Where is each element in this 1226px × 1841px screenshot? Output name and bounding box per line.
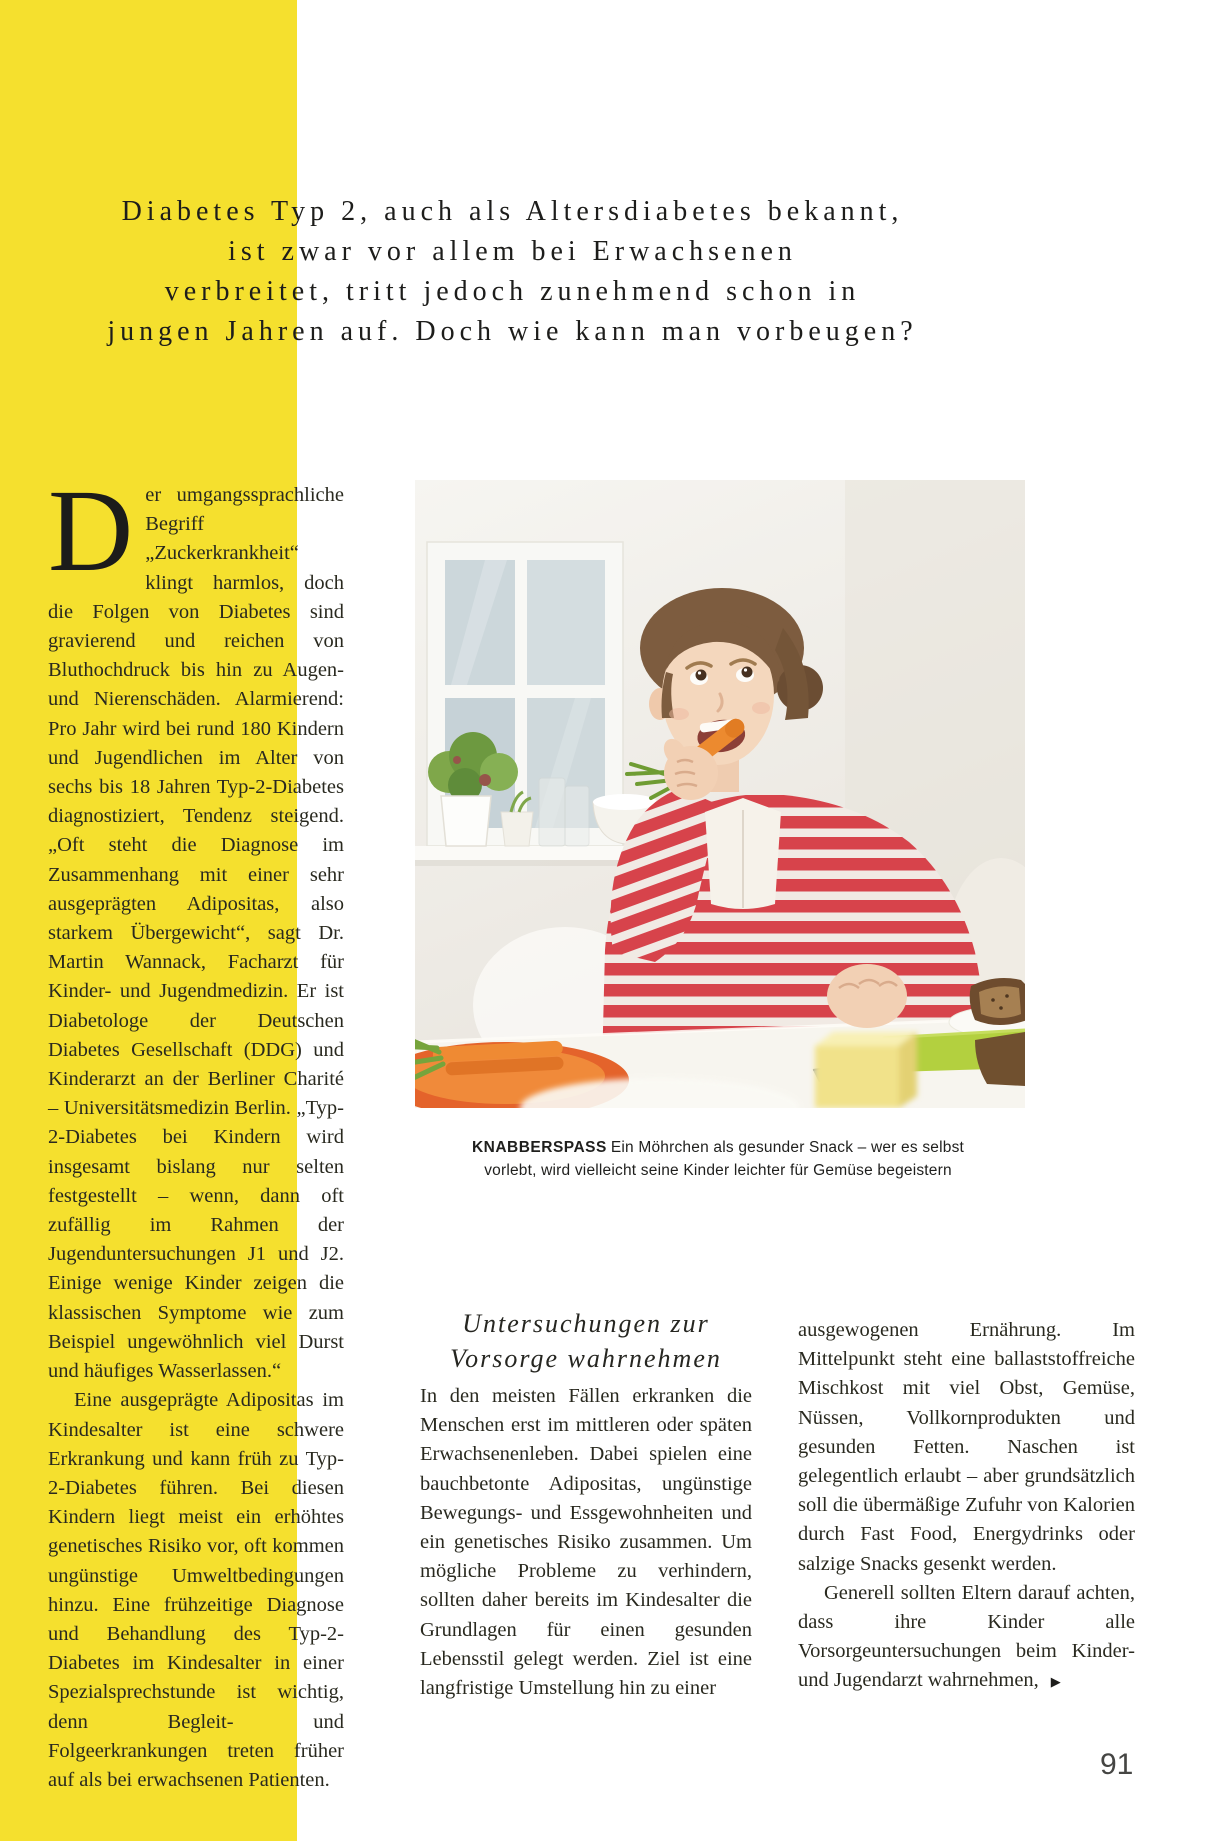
bread-crumb (979, 986, 1021, 1018)
body-column-right (798, 1316, 1135, 1697)
small-pot (501, 812, 533, 846)
photo-caption (418, 1136, 1018, 1182)
headline-line: jungen Jahren auf. Doch wie kann man vorbeugen? (107, 316, 918, 347)
headline-line: ist zwar vor allem bei Erwachsenen (228, 236, 797, 267)
headline-line: Diabetes Typ 2, auch als Altersdiabetes bekannt, (121, 196, 904, 227)
body-column-middle (420, 1382, 752, 1703)
paragraph: In den meisten Fällen erkranken die Menschen erst im mittleren oder späten Erwachsenenleben. Dabei spielen eine bauchbetonte Adipositas, ungünstige Bewegungs- und Essgewohnheiten und ein genetisches Risiko zusammen. Um mögliche Probleme zu verhindern, sollten daher bereits im Kindesalter die Grundlagen für einen gesunden Lebensstil gelegt werden. Ziel ist eine langfristige Umstellung hin zu einer (420, 1385, 752, 1700)
paragraph: Eine ausgeprägte Adipositas im Kindesalter ist eine schwere Erkrankung und kann früh zu Typ-2-Diabetes führen. Bei diesen Kindern liegt meist ein erhöhtes genetisches Risiko vor, oft kommen ungünstige Umweltbedingungen hinzu. Eine frühzeitige Diagnose und Behandlung des Typ-2-Diabetes im Kindesalter in einer Spezialsprechstunde ist wichtig, denn Begleit- und Folgeerkrankungen treten früher auf als bei erwachsenen Patienten. (48, 1389, 344, 1791)
lead-paragraph-text: er umgangssprachliche Begriff „Zuckerkrankheit“ klingt harmlos, doch die Folgen von Diabetes sind gravierend und reichen von Bluthochdruck bis hin zu Augen- und Nierenschäden. Alarmierend: Pro Jahr wird bei rund 180 Kindern und Jugendlichen im Alter von sechs bis 18 Jahren Typ-2-Diabetes diagnostiziert, Tendenz steigend. „Oft steht die Diagnose im Zusammenhang mit einer sehr ausgeprägten Adipositas, also starkem Übergewicht“, sagt Dr. Martin Wannack, Facharzt für Kinder- und Jugendmedizin. Er ist Diabetologe der Deutschen Diabetes Gesellschaft (DDG) und Kinderarzt an der Berliner Charité – Universitätsmedizin Berlin. „Typ-2-Diabetes bei Kindern wird insgesamt bislang nur selten festgestellt – wenn, dann oft zufällig im Rahmen der Jugenduntersuchungen J1 und J2. Einige wenige Kinder zeigen die klassischen Symptome wie zum Beispiel ungewöhnlich viel Durst und häufiges Wasserlassen.“ (48, 484, 344, 1383)
headline-line: verbreitet, tritt jedoch zunehmend schon in (164, 276, 861, 307)
dropcap-letter: D (48, 465, 134, 596)
windowsill (415, 846, 647, 860)
plant-pot (441, 796, 491, 846)
butter-block (815, 1032, 917, 1108)
paragraph (798, 1579, 1135, 1697)
body-column-left (48, 465, 344, 1795)
continuation-arrow-icon: ▶ (1050, 1674, 1061, 1690)
photo-illustration (415, 480, 1025, 1108)
caption-line (418, 1136, 1018, 1159)
section-heading-line: Untersuchungen zur (462, 1309, 710, 1338)
windowsill-shadow (415, 860, 647, 866)
caption-text: Ein Möhrchen als gesunder Snack – wer es selbst (610, 1139, 965, 1156)
girl-cheek-right (752, 702, 770, 714)
page-number: 91 (1100, 1748, 1134, 1781)
paragraph-text: Generell sollten Eltern darauf achten, dass ihre Kinder alle Vorsorgeuntersuchungen beim Kinder- und Jugendarzt wahrnehmen, (798, 1581, 1135, 1692)
drinking-glasses (539, 778, 589, 846)
caption-line: vorlebt, wird vielleicht seine Kinder leichter für Gemüse begeistern (484, 1162, 952, 1179)
section-heading (420, 1306, 752, 1376)
girl-cheek-left (669, 708, 689, 720)
paragraph: ausgewogenen Ernährung. Im Mittelpunkt steht eine ballaststoffreiche Mischkost mit viel Obst, Gemüse, Nüssen, Vollkornprodukten und gesunden Fetten. Naschen ist gelegentlich erlaubt – aber grundsätzlich soll die übermäßige Zufuhr von Kalorien durch Fast Food, Energydrinks oder salzige Snacks gesenkt werden. (798, 1319, 1135, 1575)
article-headline (50, 192, 975, 352)
lead-paragraph (48, 465, 344, 1386)
section-heading-line: Vorsorge wahrnehmen (450, 1344, 722, 1373)
caption-label: KNABBERSPASS (471, 1139, 607, 1156)
